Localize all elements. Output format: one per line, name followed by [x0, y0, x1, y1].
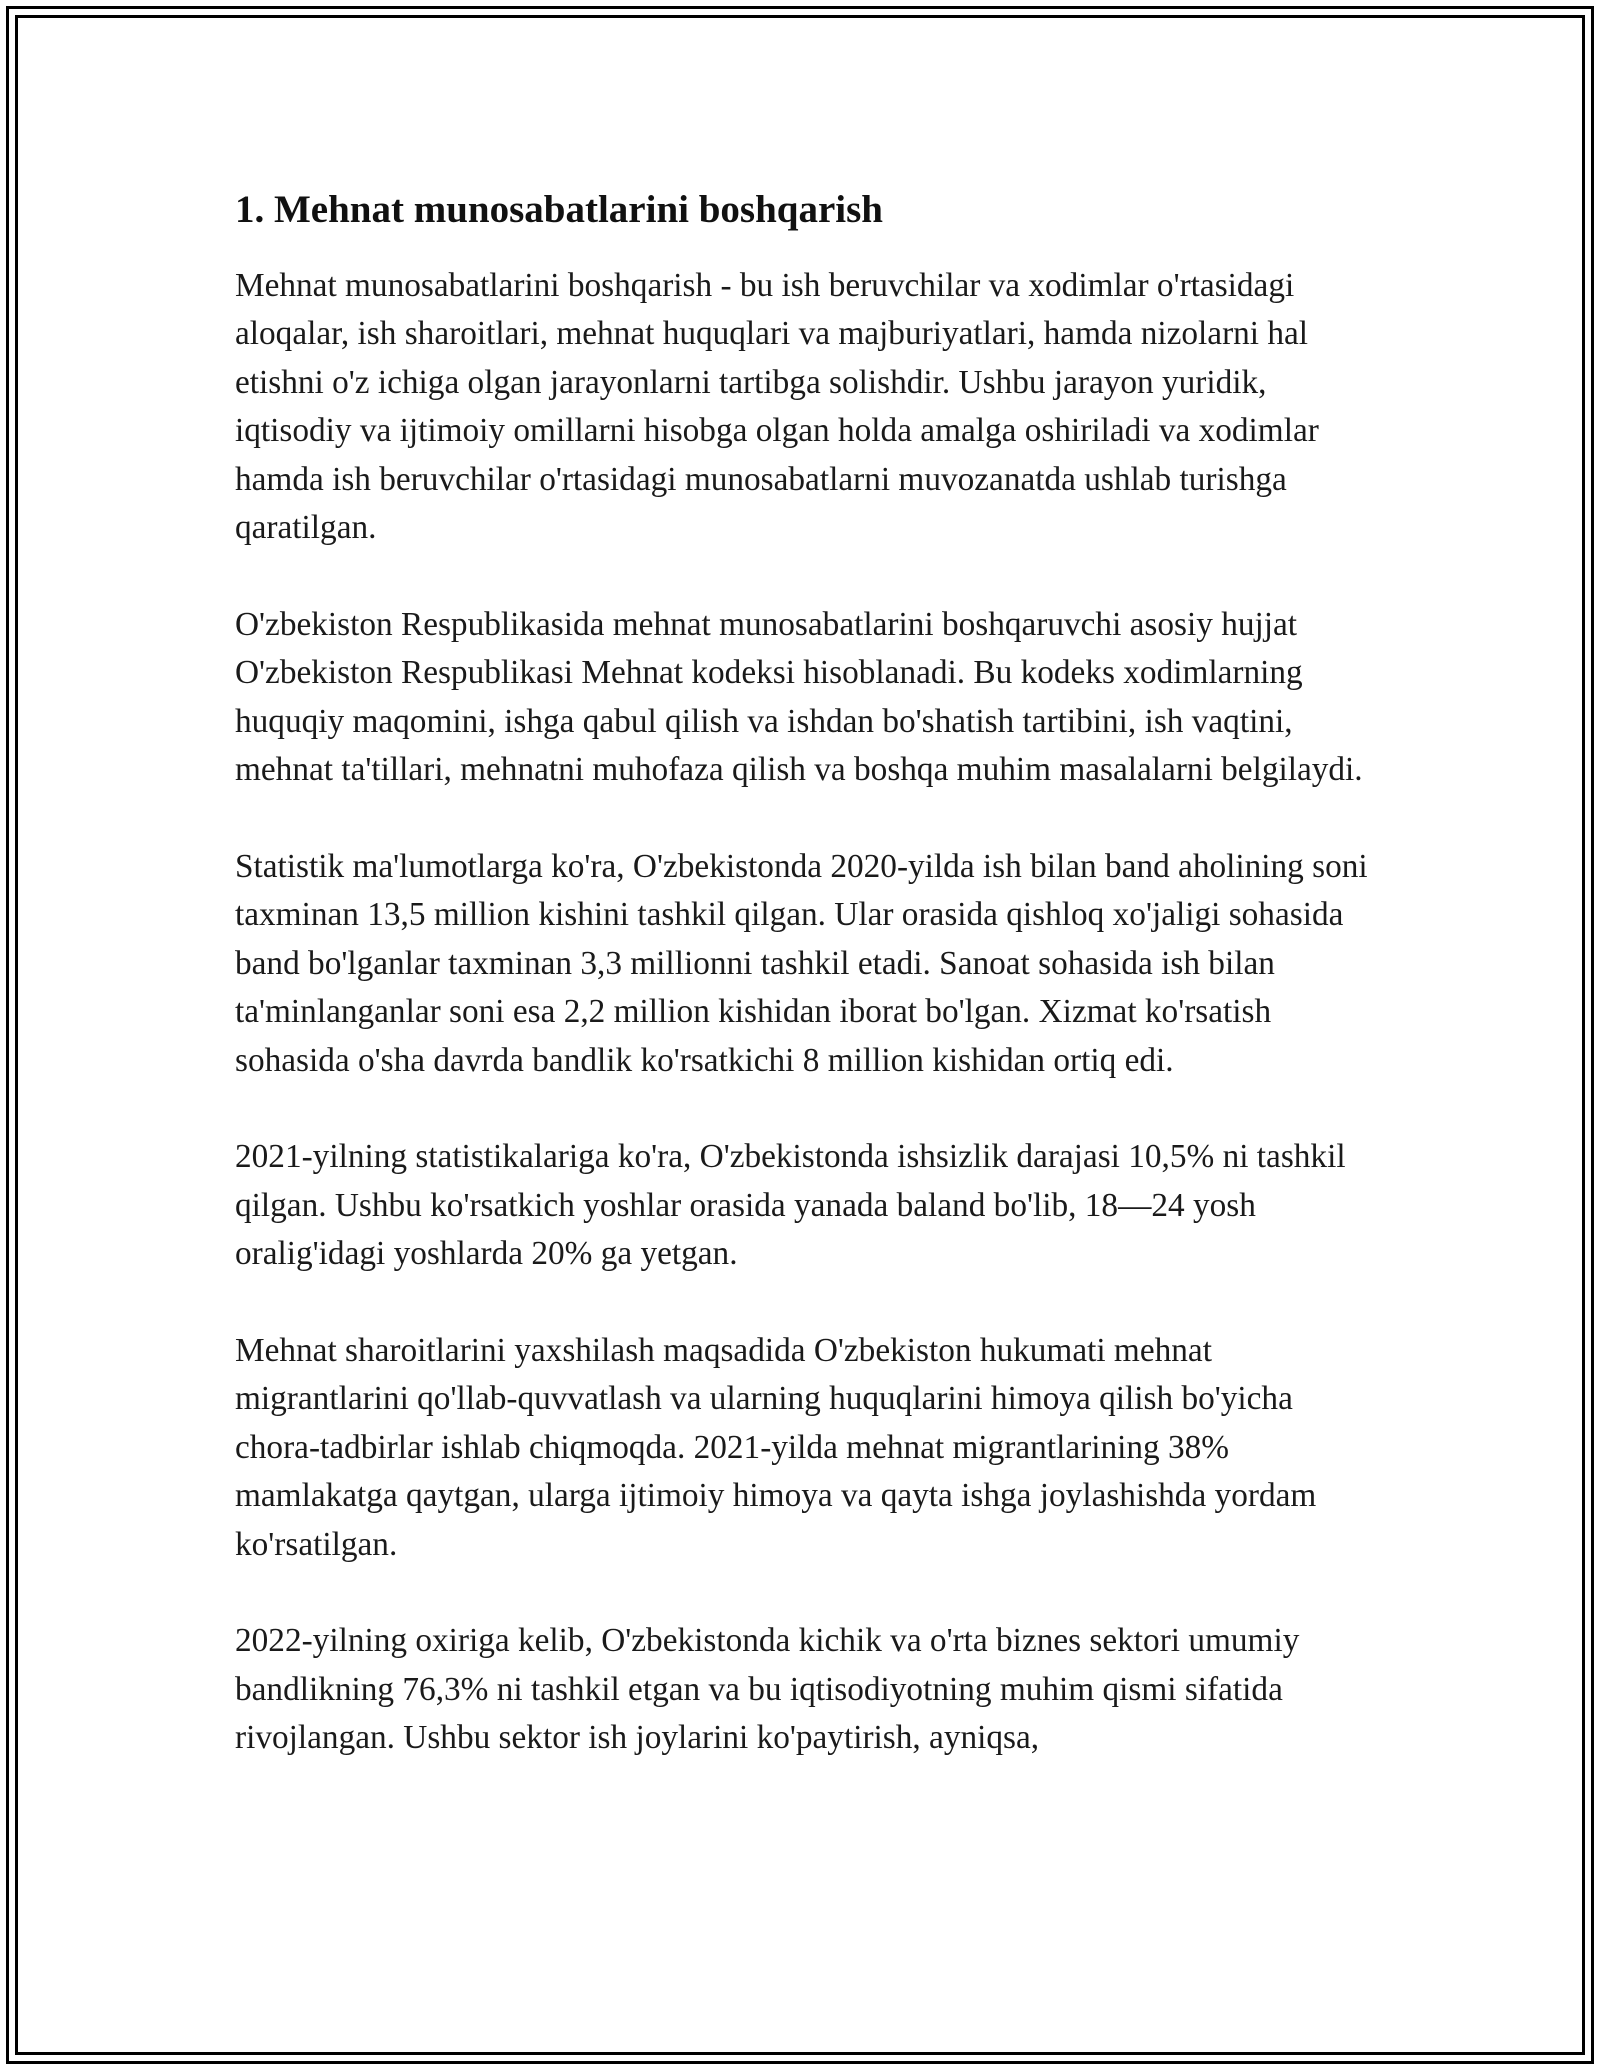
document-body: [235, 185, 1385, 1811]
paragraph-labor-code: O'zbekiston Respublikasida mehnat munosabatlarini boshqaruvchi asosiy hujjat O'zbekiston Respublikasi Mehnat kodeksi hisoblanadi. Bu kodeks xodimlarning huquqiy maqomini, ishga qabul qilish va ishdan bo'shatish tartibini, ish vaqtini, mehnat ta'tillari, mehnatni muhofaza qilish va boshqa muhim masalalarni belgilaydi.: [235, 605, 1363, 789]
paragraph-small-business: 2022-yilning oxiriga kelib, O'zbekistonda kichik va o'rta biznes sektori umumiy bandlikning 76,3% ni tashkil etgan va bu iqtisodiyotning muhim qismi sifatida rivojlangan. Ushbu sektor ish joylarini ko'paytirish, ayniqsa,: [235, 1622, 1300, 1757]
paragraph-labor-migrants: Mehnat sharoitlarini yaxshilash maqsadida O'zbekiston hukumati mehnat migrantlarini qo'llab-quvvatlash va ularning huquqlarini himoya qilish bo'yicha chora-tadbirlar ishlab chiqmoqda. 2021-yilda mehnat migrantlarining 38% mamlakatga qaytgan, ularga ijtimoiy himoya va qayta ishga joylashishda yordam ko'rsatilgan.: [235, 1331, 1317, 1563]
section-heading: 1. Mehnat munosabatlarini boshqarish: [235, 188, 883, 231]
paragraph-definition: Mehnat munosabatlarini boshqarish - bu ish beruvchilar va xodimlar o'rtasidagi aloqalar, ish sharoitlari, mehnat huquqlari va majburiyatlari, hamda nizolarni hal etishni o'z ichiga olgan jarayonlarni tartibga solishdir. Ushbu jarayon yuridik, iqtisodiy va ijtimoiy omillarni hisobga olgan holda amalga oshiriladi va xodimlar hamda ish beruvchilar o'rtasidagi munosabatlarni muvozanatda ushlab turishga qaratilgan.: [235, 266, 1319, 547]
paragraph-unemployment: 2021-yilning statistikalariga ko'ra, O'zbekistonda ishsizlik darajasi 10,5% ni tashkil qilgan. Ushbu ko'rsatkich yoshlar orasida yanada baland bo'lib, 18—24 yosh oralig'idagi yoshlarda 20% ga yetgan.: [235, 1138, 1346, 1273]
paragraph-employment-statistics: Statistik ma'lumotlarga ko'ra, O'zbekistonda 2020-yilda ish bilan band aholining soni taxminan 13,5 million kishini tashkil qilgan. Ular orasida qishloq xo'jaligi sohasida band bo'lganlar taxminan 3,3 millionni tashkil etadi. Sanoat sohasida ish bilan ta'minlanganlar soni esa 2,2 million kishidan iborat bo'lgan. Xizmat ko'rsatish sohasida o'sha davrda bandlik ko'rsatkichi 8 million kishidan ortiq edi.: [235, 847, 1368, 1079]
